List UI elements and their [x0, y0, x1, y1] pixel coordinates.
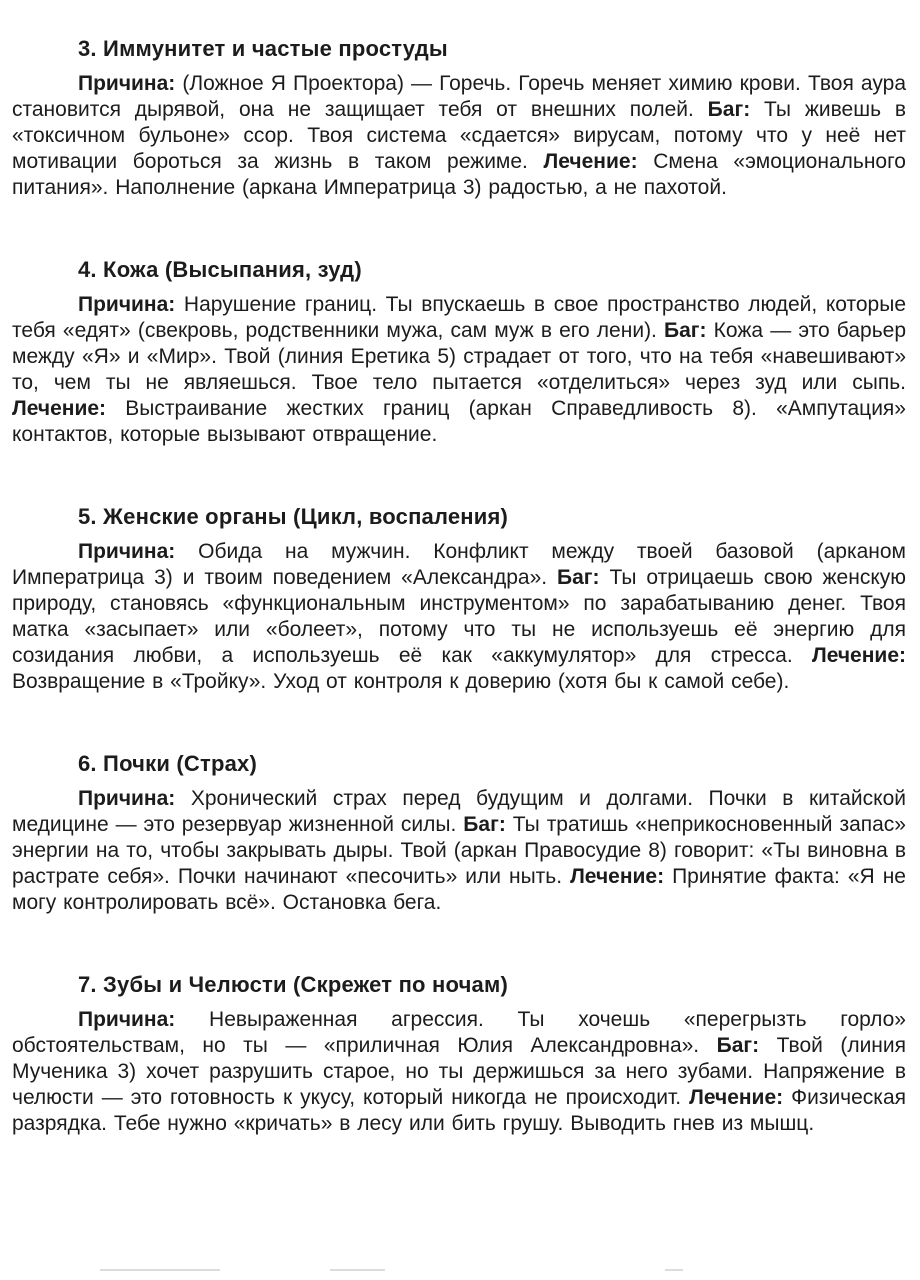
body-text-run: Невыраженная агрессия. Ты хочешь «перегрызть горло» обстоятельствам, но ты — «приличная Юлия Александровна». [12, 1008, 906, 1057]
document-section [12, 257, 906, 448]
inline-bold-label: Лечение: [12, 397, 107, 420]
body-text-run: Ты отрицаешь свою женскую природу, становясь «функциональным инструментом» по зарабатыванию денег. Твоя матка «засыпает» или «болеет», потому что ты не используешь её энергию для созидания любви, а используешь её как «аккумулятор» для стресса. [12, 566, 906, 667]
section-paragraph [12, 1007, 906, 1137]
section-paragraph [12, 71, 906, 201]
document-section [12, 36, 906, 201]
body-text-run: (Ложное Я Проектора) — Горечь. Горечь меняет химию крови. Твоя аура становится дырявой, она не защищает тебя от внешних полей. [12, 72, 906, 121]
body-text-run: Кожа — это барьер между «Я» и «Мир». Твой (линия Еретика 5) страдает от того, что на тебя «навешивают» то, чем ты не являешься. Твое тело пытается «отделиться» через зуд или сыпь. [12, 319, 906, 394]
page-bottom-cutoff-artifact [0, 1269, 920, 1272]
section-paragraph [12, 292, 906, 448]
section-heading: 6. Почки (Страх) [78, 751, 258, 776]
inline-bold-label: Причина: [78, 1008, 176, 1031]
inline-bold-label: Лечение: [689, 1086, 784, 1109]
body-text-run: Ты живешь в «токсичном бульоне» ссор. Твоя система «сдается» вирусам, потому что у неё нет мотивации бороться за жизнь в таком режиме. [12, 98, 906, 173]
document-section [12, 972, 906, 1137]
body-text-run: Выстраивание жестких границ (аркан Справедливость 8). «Ампутация» контактов, которые вызывают отвращение. [12, 397, 906, 446]
inline-bold-label: Причина: [78, 293, 176, 316]
body-text-run: Смена «эмоционального питания». Наполнение (аркана Императрица 3) радостью, а не пахотой. [12, 150, 906, 199]
inline-bold-label: Баг: [463, 813, 506, 836]
document-section [12, 504, 906, 695]
inline-bold-label: Лечение: [570, 865, 665, 888]
document-section [12, 751, 906, 916]
body-text-run: Физическая разрядка. Тебе нужно «кричать» в лесу или бить грушу. Выводить гнев из мышц. [12, 1086, 906, 1135]
inline-bold-label: Причина: [78, 787, 176, 810]
section-heading: 4. Кожа (Высыпания, зуд) [78, 257, 362, 282]
inline-bold-label: Лечение: [811, 644, 906, 667]
inline-bold-label: Баг: [716, 1034, 760, 1057]
section-heading: 3. Иммунитет и частые простуды [78, 36, 448, 61]
inline-bold-label: Баг: [557, 566, 600, 589]
section-heading: 5. Женские органы (Цикл, воспаления) [78, 504, 509, 529]
inline-bold-label: Баг: [664, 319, 707, 342]
section-paragraph [12, 539, 906, 695]
inline-bold-label: Баг: [707, 98, 751, 121]
section-paragraph [12, 786, 906, 916]
body-text-run: Принятие факта: «Я не могу контролировать всё». Остановка бега. [12, 865, 906, 914]
body-text-run: Ты тратишь «неприкосновенный запас» энергии на то, чтобы закрывать дыры. Твой (аркан Правосудие 8) говорит: «Ты виновна в растрате себя». Почки начинают «песочить» или ныть. [12, 813, 906, 888]
body-text-run: Твой (линия Мученика 3) хочет разрушить старое, но ты держишься за него зубами. Напряжение в челюсти — это готовность к укусу, который никогда не происходит. [12, 1034, 906, 1109]
body-text-run: Нарушение границ. Ты впускаешь в свое пространство людей, которые тебя «едят» (свекровь, родственники мужа, сам муж в его лени). [12, 293, 906, 342]
inline-bold-label: Причина: [78, 72, 176, 95]
body-text-run: Обида на мужчин. Конфликт между твоей базовой (арканом Императрица 3) и твоим поведением «Александра». [12, 540, 906, 589]
section-heading: 7. Зубы и Челюсти (Скрежет по ночам) [78, 972, 508, 997]
inline-bold-label: Лечение: [543, 150, 638, 173]
body-text-run: Возвращение в «Тройку». Уход от контроля к доверию (хотя бы к самой себе). [12, 670, 790, 693]
body-text-run: Хронический страх перед будущим и долгами. Почки в китайской медицине — это резервуар жизненной силы. [12, 787, 906, 836]
inline-bold-label: Причина: [78, 540, 176, 563]
sections-root [12, 36, 906, 1137]
